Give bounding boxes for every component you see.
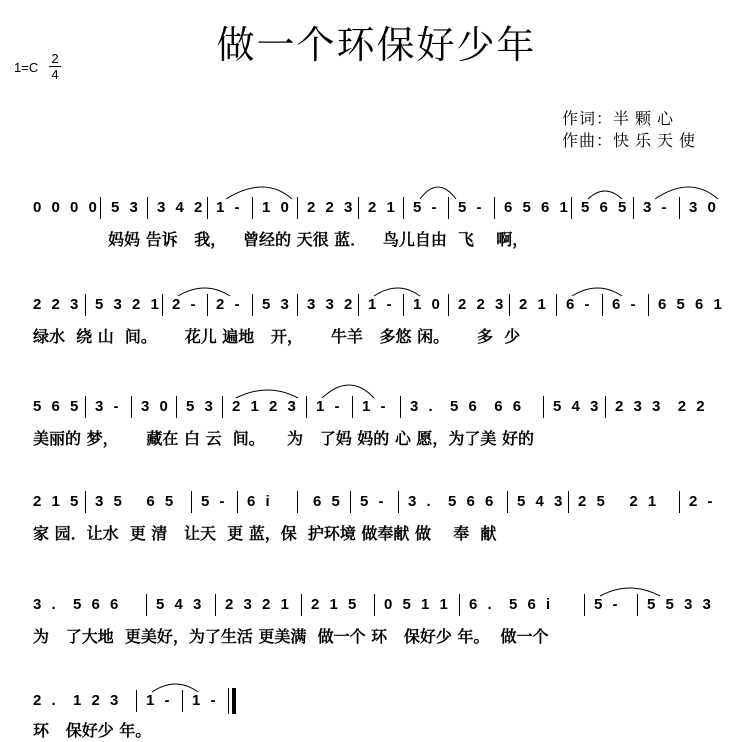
measure: 5 3 2 1 [95,296,162,313]
lyric-line: 家 园．让水 更 清 让天 更 蓝，保 护环境 做奉献 做 奉 献 [33,524,497,543]
measure: 6 5 6 1 [504,199,571,216]
barline [350,491,351,513]
measure: 5 3 [262,296,292,313]
measure: 5 6 5 [581,199,630,216]
measure: 5 5 3 3 [647,596,714,613]
measure: 2 1 [519,296,549,313]
measure: 2 2 3 [307,199,356,216]
measure: 1 0 [413,296,443,313]
measure: 3 - [643,199,670,216]
lyric-line: 美丽的 梦， 藏在 白 云 间。 为 了妈 妈的 心 愿，为了美 好的 [33,429,534,448]
measure: 2 1 2 3 [232,398,299,415]
slur-marks [0,594,753,624]
time-signature [49,52,61,81]
measure: 3 . 5 6 6 [33,596,122,613]
lyricist-name: 半颗心 [613,109,680,128]
composer-label: 作曲： [562,131,614,150]
measure: 1 - [368,296,395,313]
measure: 1 - [216,199,243,216]
slur-marks [0,396,753,426]
measure: 2 - [689,493,716,510]
barline [398,491,399,513]
measure: 3 4 2 [157,199,206,216]
measure: 1 0 [262,199,292,216]
measure: 2 1 [368,199,398,216]
measure: 1 - [192,692,219,709]
measure: 6 - [566,296,593,313]
measure: 5 4 3 [553,398,602,415]
measure: 5 3 [186,398,216,415]
song-title: 做一个环保好少年 [216,23,537,67]
barline [568,491,569,513]
lyric-line: 绿水 绕 山 间。 花儿 遍地 开， 牛羊 多悠 闲。 多 少 [33,327,521,346]
lyric-line: 环 保好少 年。 [33,721,152,740]
measure: 5 - [594,596,621,613]
measure: 6 . 5 6 i [469,596,554,613]
measure: 3 5 6 5 [95,493,177,510]
measure: 1 - [146,692,173,709]
notation-line [0,690,753,712]
measure: 0 0 0 0 [33,199,100,216]
measure: 2 5 2 1 [578,493,660,510]
barline [237,491,238,513]
barline [679,491,680,513]
measure: 2 1 5 [33,493,82,510]
barline [85,491,86,513]
slur-marks [0,294,753,324]
lyricist-credit [562,106,679,129]
measure: 3 3 2 [307,296,356,313]
composer-name: 快乐天使 [613,131,702,150]
measure: 2 3 2 1 [225,596,292,613]
measure: 5 - [413,199,440,216]
slur-marks [0,690,753,720]
measure: 2 1 5 [311,596,360,613]
measure: 3 . 5 6 6 6 [410,398,525,415]
lyricist-label: 作词： [562,109,614,128]
lyric-line: 为 了大地 更美好，为了生活 更美满 做一个 环 保好少 年。 做一个 [33,627,549,646]
measure: 2 2 3 [458,296,507,313]
measure: 6 5 6 1 [658,296,725,313]
barline [507,491,508,513]
measure: 0 5 1 1 [384,596,451,613]
notation-line [0,594,753,616]
slur-marks [0,197,753,227]
measure: 6 - [612,296,639,313]
measure: 3 0 [689,199,719,216]
barline [191,491,192,513]
composer-credit [562,128,701,151]
measure: 6 i [247,493,273,510]
measure: 2 2 3 [33,296,82,313]
measure: 5 4 3 [517,493,566,510]
measure: 2 - [172,296,199,313]
measure: 2 - [216,296,243,313]
lyric-line: 妈妈 告诉 我， 曾经的 天很 蓝． 鸟儿自由 飞 啊， [108,230,529,249]
notation-line [0,197,753,219]
notation-line [0,294,753,316]
measure: 5 4 3 [156,596,205,613]
measure: 5 - [360,493,387,510]
measure: 3 - [95,398,122,415]
measure: 2 . 1 2 3 [33,692,122,709]
measure: 3 0 [141,398,171,415]
meter-bottom: 4 [51,67,59,82]
key-signature: 1=C [14,60,39,75]
meter-top: 2 [51,51,59,66]
measure: 5 3 [111,199,141,216]
measure: 1 - [362,398,389,415]
measure: 1 - [316,398,343,415]
barline [297,491,298,513]
measure: 3 . 5 6 6 [408,493,497,510]
measure: 5 - [458,199,485,216]
measure: 6 5 [313,493,343,510]
notation-line [0,396,753,418]
measure: 2 3 3 2 2 [615,398,708,415]
notation-line [0,491,753,513]
measure: 5 6 5 [33,398,82,415]
measure: 5 - [201,493,228,510]
